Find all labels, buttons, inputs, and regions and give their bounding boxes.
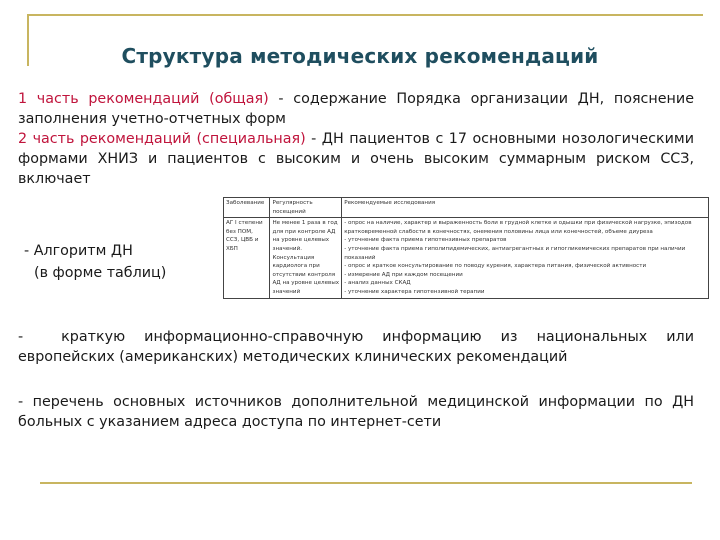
table-row: [224, 218, 709, 298]
decor-top-line: [27, 14, 703, 16]
table-header-row: [224, 198, 709, 218]
study-item: - уточнение факта приема гипотензивных препаратов: [344, 237, 507, 244]
study-item: - уточнение характера гипотензивной терапии: [344, 288, 485, 295]
table-header-studies: Рекомендуемые исследования: [342, 198, 709, 218]
bullet-sources-list: - перечень основных источников дополнительной медицинской информации по ДН больных с указанием адреса доступа по интернет-сети: [18, 394, 694, 430]
part2-paragraph: [18, 129, 694, 189]
bullet-dash: -: [18, 329, 24, 345]
table-cell-studies: [342, 218, 709, 298]
bullet-reference-info: [18, 327, 694, 367]
part1-label: 1 часть рекомендаций (общая): [18, 91, 269, 107]
table-header-disease: Заболевание: [224, 198, 270, 218]
study-item: - опрос и краткое консультирование по поводу курения, характера питания, физической активности: [344, 263, 647, 270]
algorithm-table: [223, 197, 709, 299]
bullet-reference-info-text1: краткую информационно-справочную информацию из национальных или: [61, 329, 694, 345]
table-cell-disease: АГ I степени без ПОМ, ССЗ, ЦВБ и ХБП: [224, 218, 270, 298]
algorithm-line2: (в форме таблиц): [34, 265, 167, 281]
part1-paragraph: [18, 89, 694, 129]
decor-bottom-line: [40, 482, 692, 484]
part2-text: - ДН пациентов с 17 основными нозологическими формами ХНИЗ и пациентов с высоким и очень высоким суммарным риском ССЗ, включает: [18, 131, 694, 187]
table-cell-regularity: Не менее 1 раза в год для при контроле АД на уровне целевых значений. Консультация кардиолога при отсутствии контроля АД на уровне целевых значений: [270, 218, 342, 298]
bullet-reference-info-line1: [18, 327, 694, 347]
slide-title: Структура методических рекомендаций: [121, 44, 599, 68]
study-item: - измерение АД при каждом посещении: [344, 271, 463, 278]
study-item: - опрос на наличие, характер и выраженность боли в грудной клетке и одышки при физической нагрузке, эпизодов кратковременной слабости в конечностях, онемения половины лица или конечностей, объеме диуреза: [344, 220, 692, 235]
study-item: - анализ данных СКАД: [344, 280, 411, 287]
part2-label: 2 часть рекомендаций (специальная): [18, 131, 306, 147]
table-header-regularity: Регулярность посещений: [270, 198, 342, 218]
algorithm-label: [24, 240, 166, 284]
part1-text: - содержание Порядка организации ДН, пояснение заполнения учетно-отчетных форм: [18, 91, 694, 127]
bullet-reference-info-text2: европейских (американских) методических клинических рекомендаций: [18, 349, 568, 365]
algorithm-line1: - Алгоритм ДН: [24, 243, 133, 259]
study-item: - уточнение факта приема гиполипидемических, антиагрегантных и гипогликемических препаратов при наличии показаний: [344, 245, 686, 261]
